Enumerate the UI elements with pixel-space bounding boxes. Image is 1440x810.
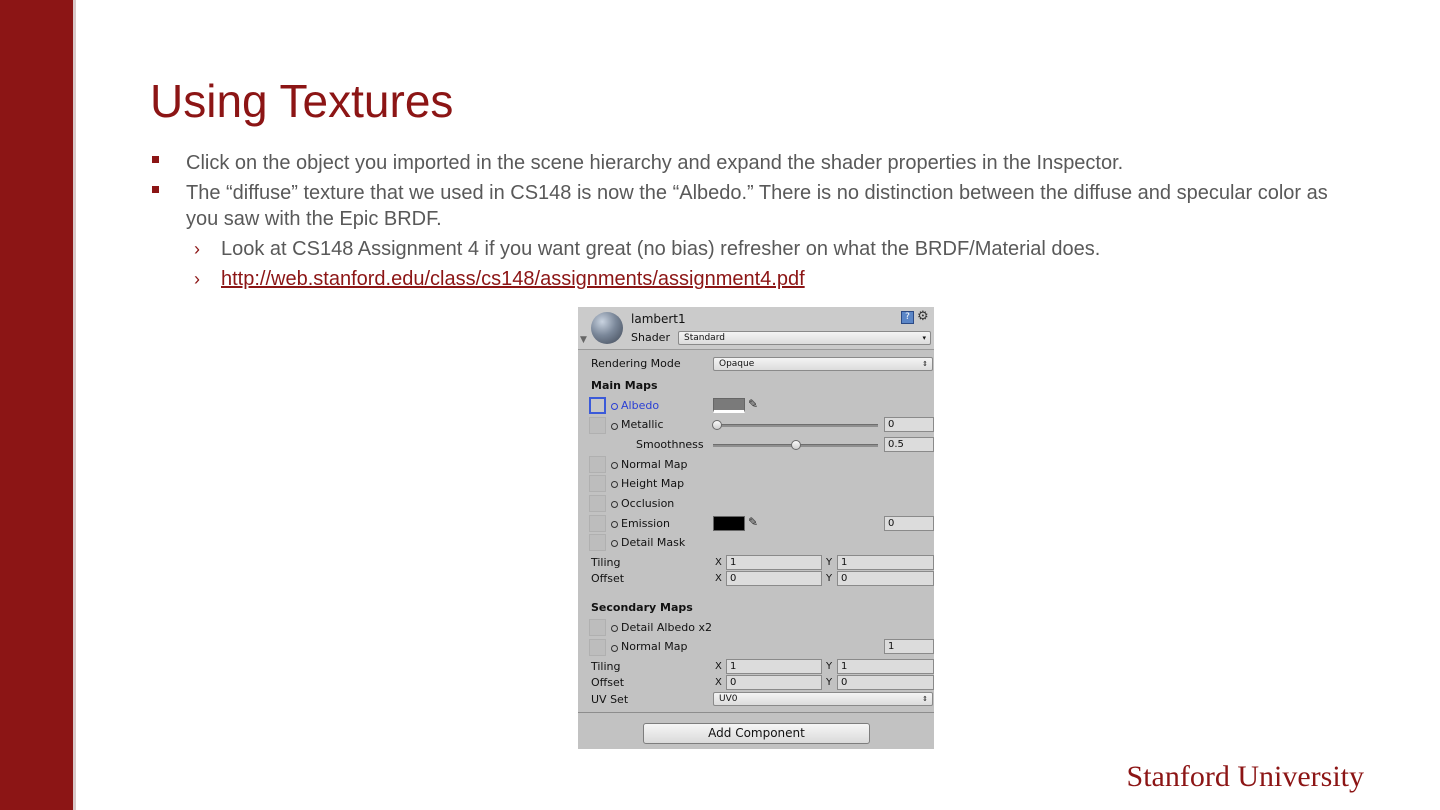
x-label: X xyxy=(715,661,722,672)
gear-icon[interactable]: ⚙ xyxy=(917,309,929,324)
bullet-item xyxy=(150,180,1350,232)
emission-value-field[interactable]: 0 xyxy=(884,516,934,531)
detail-albedo-texture-slot[interactable] xyxy=(589,619,606,636)
x-label: X xyxy=(715,573,722,584)
bullet-text: Click on the object you imported in the scene hierarchy and expand the shader properties in the Inspector. xyxy=(186,152,1124,174)
normal-map-label: Normal Map xyxy=(621,458,688,471)
detail-mask-label: Detail Mask xyxy=(621,536,686,549)
uv-set-label: UV Set xyxy=(591,693,629,706)
chevron-bullet-icon: › xyxy=(194,239,200,259)
metallic-slider-track[interactable] xyxy=(713,424,878,427)
metallic-texture-slot[interactable] xyxy=(589,417,606,434)
smoothness-label: Smoothness xyxy=(636,438,704,451)
y-label: Y xyxy=(826,661,833,672)
material-inspector xyxy=(578,307,934,749)
tiling-label: Tiling xyxy=(591,660,621,673)
offset-y-field[interactable]: 0 xyxy=(837,571,934,586)
secondary-normal-picker-dot-icon[interactable] xyxy=(611,645,618,652)
occlusion-texture-slot[interactable] xyxy=(589,495,606,512)
y-label: Y xyxy=(826,557,833,568)
emission-texture-slot[interactable] xyxy=(589,515,606,532)
help-icon[interactable]: ? xyxy=(901,311,914,324)
normal-map-texture-slot[interactable] xyxy=(589,456,606,473)
offset-label: Offset xyxy=(591,572,625,585)
metallic-picker-dot-icon[interactable] xyxy=(611,423,618,430)
chevron-bullet-icon: › xyxy=(194,269,200,289)
collapse-triangle-icon[interactable]: ▼ xyxy=(580,335,587,345)
secondary-tiling-y-field[interactable]: 1 xyxy=(837,659,934,674)
material-preview-sphere xyxy=(591,312,623,344)
detail-mask-texture-slot[interactable] xyxy=(589,534,606,551)
divider xyxy=(578,712,934,713)
bullet-list xyxy=(150,150,1350,296)
secondary-offset-y-field[interactable]: 0 xyxy=(837,675,934,690)
main-maps-heading: Main Maps xyxy=(591,379,658,392)
secondary-normal-texture-slot[interactable] xyxy=(589,639,606,656)
secondary-tiling-x-field[interactable]: 1 xyxy=(726,659,822,674)
sidebar-edge xyxy=(73,0,76,810)
y-label: Y xyxy=(826,573,833,584)
secondary-normal-label: Normal Map xyxy=(621,640,688,653)
uv-set-value: UV0 xyxy=(719,694,738,704)
height-map-texture-slot[interactable] xyxy=(589,475,606,492)
detail-albedo-picker-dot-icon[interactable] xyxy=(611,625,618,632)
smoothness-slider-knob[interactable] xyxy=(791,440,801,450)
albedo-label: Albedo xyxy=(621,399,660,412)
shader-value: Standard xyxy=(684,333,725,343)
inspector-header xyxy=(578,307,934,350)
sub-bullet-item xyxy=(150,236,1350,262)
square-bullet-icon xyxy=(152,156,159,163)
bullet-text: The “diffuse” texture that we used in CS148 is now the “Albedo.” There is no distinction between the diffuse and specular color as you saw with the Epic BRDF. xyxy=(186,182,1328,230)
rendering-mode-label: Rendering Mode xyxy=(591,357,681,370)
normal-map-picker-dot-icon[interactable] xyxy=(611,462,618,469)
emission-label: Emission xyxy=(621,517,670,530)
sub-bullet-text: Look at CS148 Assignment 4 if you want great (no bias) refresher on what the BRDF/Material does. xyxy=(221,238,1101,260)
occlusion-label: Occlusion xyxy=(621,497,675,510)
updown-arrow-icon: ⇕ xyxy=(922,360,928,368)
detail-mask-picker-dot-icon[interactable] xyxy=(611,540,618,547)
x-label: X xyxy=(715,557,722,568)
emission-picker-dot-icon[interactable] xyxy=(611,521,618,528)
add-component-button[interactable]: Add Component xyxy=(643,723,870,744)
detail-albedo-label: Detail Albedo x2 xyxy=(621,621,712,634)
y-label: Y xyxy=(826,677,833,688)
shader-label: Shader xyxy=(631,331,670,344)
rendering-mode-dropdown[interactable] xyxy=(713,357,933,371)
eyedropper-icon[interactable]: ✎ xyxy=(748,397,759,411)
albedo-picker-dot-icon[interactable] xyxy=(611,403,618,410)
height-map-label: Height Map xyxy=(621,477,685,490)
secondary-offset-x-field[interactable]: 0 xyxy=(726,675,822,690)
shader-dropdown[interactable] xyxy=(678,331,931,345)
smoothness-value-field[interactable]: 0.5 xyxy=(884,437,934,452)
slide-sidebar-bar xyxy=(0,0,73,810)
offset-x-field[interactable]: 0 xyxy=(726,571,822,586)
material-name: lambert1 xyxy=(631,312,686,326)
albedo-texture-slot[interactable] xyxy=(589,397,606,414)
updown-arrow-icon: ⇕ xyxy=(922,695,928,703)
tiling-y-field[interactable]: 1 xyxy=(837,555,934,570)
metallic-value-field[interactable]: 0 xyxy=(884,417,934,432)
eyedropper-icon[interactable]: ✎ xyxy=(748,515,759,529)
slide-title: Using Textures xyxy=(150,75,454,127)
chevron-down-icon: ▾ xyxy=(922,334,926,342)
sub-bullet-item xyxy=(150,266,1350,292)
emission-color-swatch[interactable] xyxy=(713,516,745,531)
assignment-link[interactable]: http://web.stanford.edu/class/cs148/assignments/assignment4.pdf xyxy=(221,268,805,290)
secondary-normal-scale-field[interactable]: 1 xyxy=(884,639,934,654)
occlusion-picker-dot-icon[interactable] xyxy=(611,501,618,508)
stanford-wordmark: Stanford University xyxy=(1126,760,1364,793)
albedo-color-swatch[interactable] xyxy=(713,398,745,413)
height-map-picker-dot-icon[interactable] xyxy=(611,481,618,488)
square-bullet-icon xyxy=(152,186,159,193)
bullet-item xyxy=(150,150,1350,176)
metallic-label: Metallic xyxy=(621,418,664,431)
tiling-label: Tiling xyxy=(591,556,621,569)
rendering-mode-value: Opaque xyxy=(719,359,755,369)
tiling-x-field[interactable]: 1 xyxy=(726,555,822,570)
x-label: X xyxy=(715,677,722,688)
uv-set-dropdown[interactable] xyxy=(713,692,933,706)
metallic-slider-knob[interactable] xyxy=(712,420,722,430)
secondary-maps-heading: Secondary Maps xyxy=(591,601,693,614)
offset-label: Offset xyxy=(591,676,625,689)
